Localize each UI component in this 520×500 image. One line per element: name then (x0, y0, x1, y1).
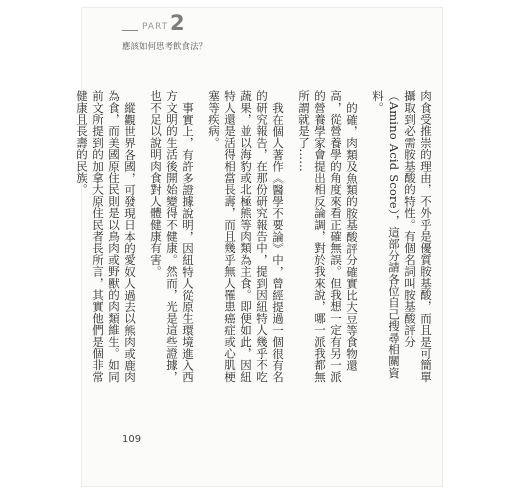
part-label: PART (142, 22, 169, 32)
paragraph: 我在個人著作《醫學不要論》中，曾經提過一個很有名的研究報告，在那份研究報告中，提到因紐特人幾乎不吃蔬果，並以海豹或北極熊等肉類為主食。即便如此，因紐特人還是活得相當長壽，而且幾乎無人罹患癌症或心肌梗塞等疾病。 (207, 90, 285, 383)
part-rule (122, 30, 138, 31)
paragraph: 的確，肉類及魚類的胺基酸評分確實比大豆等食物還高，從營養學的角度來看正確無誤。但我想一定有另一派的營養學家會提出相反論調，對於我來說，哪一派我都無所謂就是了…… (297, 90, 359, 383)
paragraph: 縱觀世界各國，可發現日本的愛奴人過去以熊肉或鹿肉為食，而美國原住民則是以鳥肉或野獸的肉類維生。如同前文所提到的加拿大原住民者長所言，其實他們是個非常健康且長壽的民族。 (75, 90, 137, 383)
chapter-title: 應該如何思考飲食法？ (122, 42, 208, 52)
paragraph: 事實上，有許多證據說明，因紐特人從原生環境進入西方文明的生活後開始變得不健康。然而，光是這些證據，也不足以說明肉食對人體健康有害。 (149, 90, 195, 383)
body-text (75, 90, 434, 390)
paragraph: 肉食受推崇的理由，不外乎是優質胺基酸，而且是可簡單攝取到必需胺基酸的特性。有個名詞叫胺基酸評分（Amino Acid Score），這部分請各位自己搜尋相關資料。 (371, 90, 433, 383)
part-number: 2 (170, 11, 185, 35)
book-page (75, 8, 442, 486)
page-number: 109 (122, 434, 142, 445)
